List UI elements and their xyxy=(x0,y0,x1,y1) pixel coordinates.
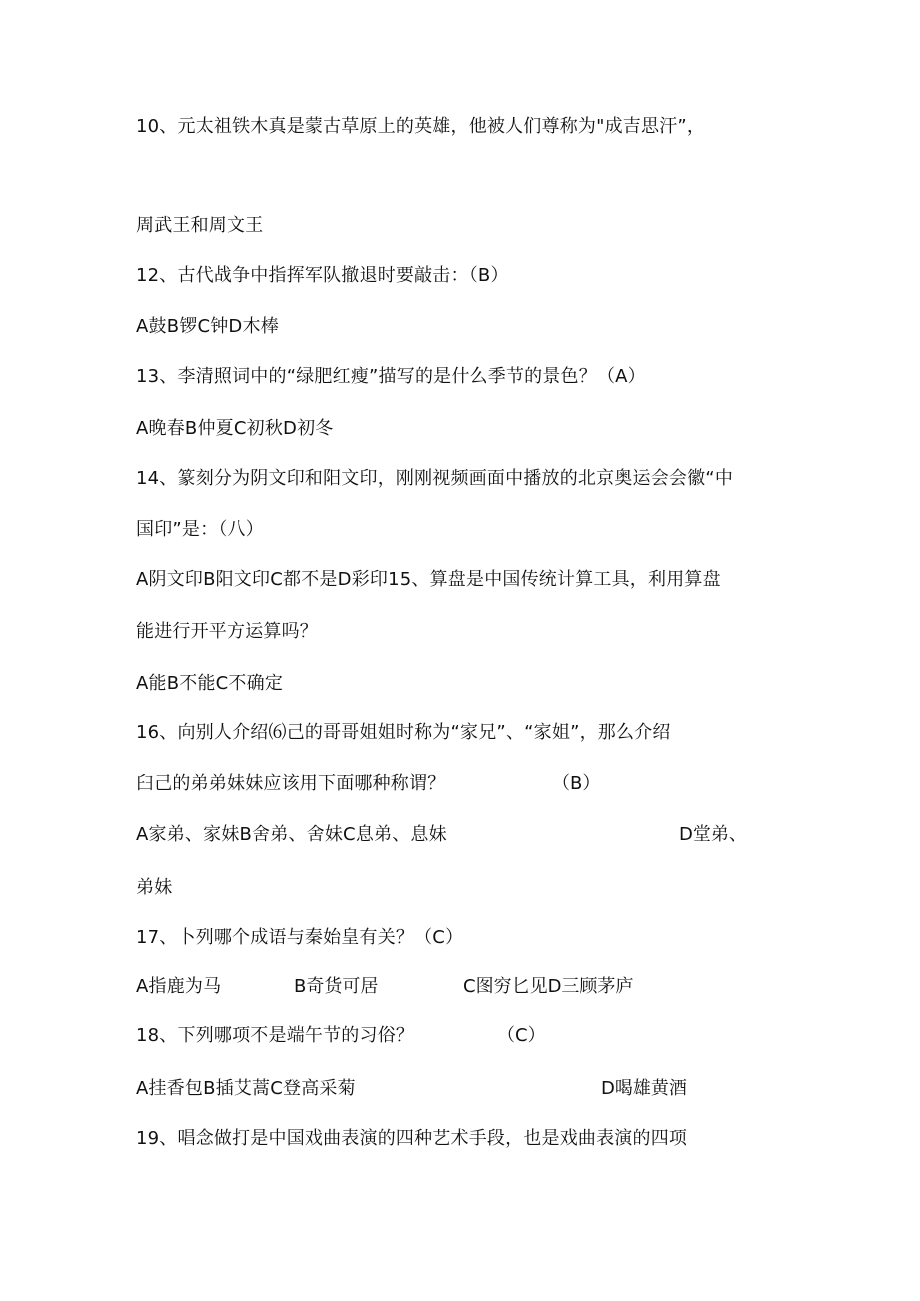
text-line-q16-options-cont: 弟妹 xyxy=(136,877,173,898)
text-line-q10: 10、元太祖铁木真是蒙古草原上的英雄，他被人们尊称为"成吉思汗”， xyxy=(136,116,706,137)
text-line-q16: 16、向别人介绍⑹己的哥哥姐姐时称为“家兄”、“家姐”，那么介绍 xyxy=(136,722,671,743)
text-option-q17-a: A指鹿为马 xyxy=(136,976,222,997)
text-answer-q16: （B） xyxy=(552,773,601,794)
text-line-q18-options: A挂香包B插艾蒿C登高采菊 xyxy=(136,1078,356,1099)
text-option-q18-d: D喝雄黄酒 xyxy=(601,1078,687,1099)
text-line-q19: 19、唱念做打是中国戏曲表演的四种艺术手段，也是戏曲表演的四项 xyxy=(136,1128,688,1149)
text-line-q14-cont: 国印”是：（八） xyxy=(136,519,264,540)
text-line-q17: 17、卜列哪个成语与秦始皇有关？（C） xyxy=(136,927,464,948)
text-answer-q18: （C） xyxy=(497,1025,546,1046)
text-option-q16-d: D堂弟、 xyxy=(679,824,747,845)
text-line-q12-options: A鼓B锣C钟D木棒 xyxy=(136,316,279,337)
text-line-q14-options-q15: A阴文印B阳文印C都不是D彩印15、算盘是中国传统计算工具，利用算盘 xyxy=(136,569,721,590)
text-line-q13-options: A晚春B仲夏C初秋D初冬 xyxy=(136,418,334,439)
text-option-q17-cd: C图穷匕见D三顾茅庐 xyxy=(463,976,634,997)
text-line-q15-cont: 能进行开平方运算吗？ xyxy=(136,621,318,642)
text-line-q13: 13、李清照词中的“绿肥红瘦”描写的是什么季节的景色？（A） xyxy=(136,366,646,387)
text-line-q16-cont: 臼己的弟弟妹妹应该用下面哪种称谓？ xyxy=(136,773,446,794)
text-line-q16-options: A家弟、家妹B舍弟、舍妹C息弟、息妹 xyxy=(136,824,447,845)
text-line-q14: 14、篆刻分为阴文印和阳文印，刚刚视频画面中播放的北京奥运会会徽“中 xyxy=(136,468,734,489)
text-line-q18: 18、下列哪项不是端午节的习俗？ xyxy=(136,1025,415,1046)
text-line-q15-options: A能B不能C不确定 xyxy=(136,673,284,694)
text-line-q12: 12、古代战争中指挥军队撤退时要敲击：（B） xyxy=(136,265,509,286)
text-option-q17-b: B奇货可居 xyxy=(294,976,379,997)
text-line-zhou: 周武王和周文王 xyxy=(136,215,264,236)
